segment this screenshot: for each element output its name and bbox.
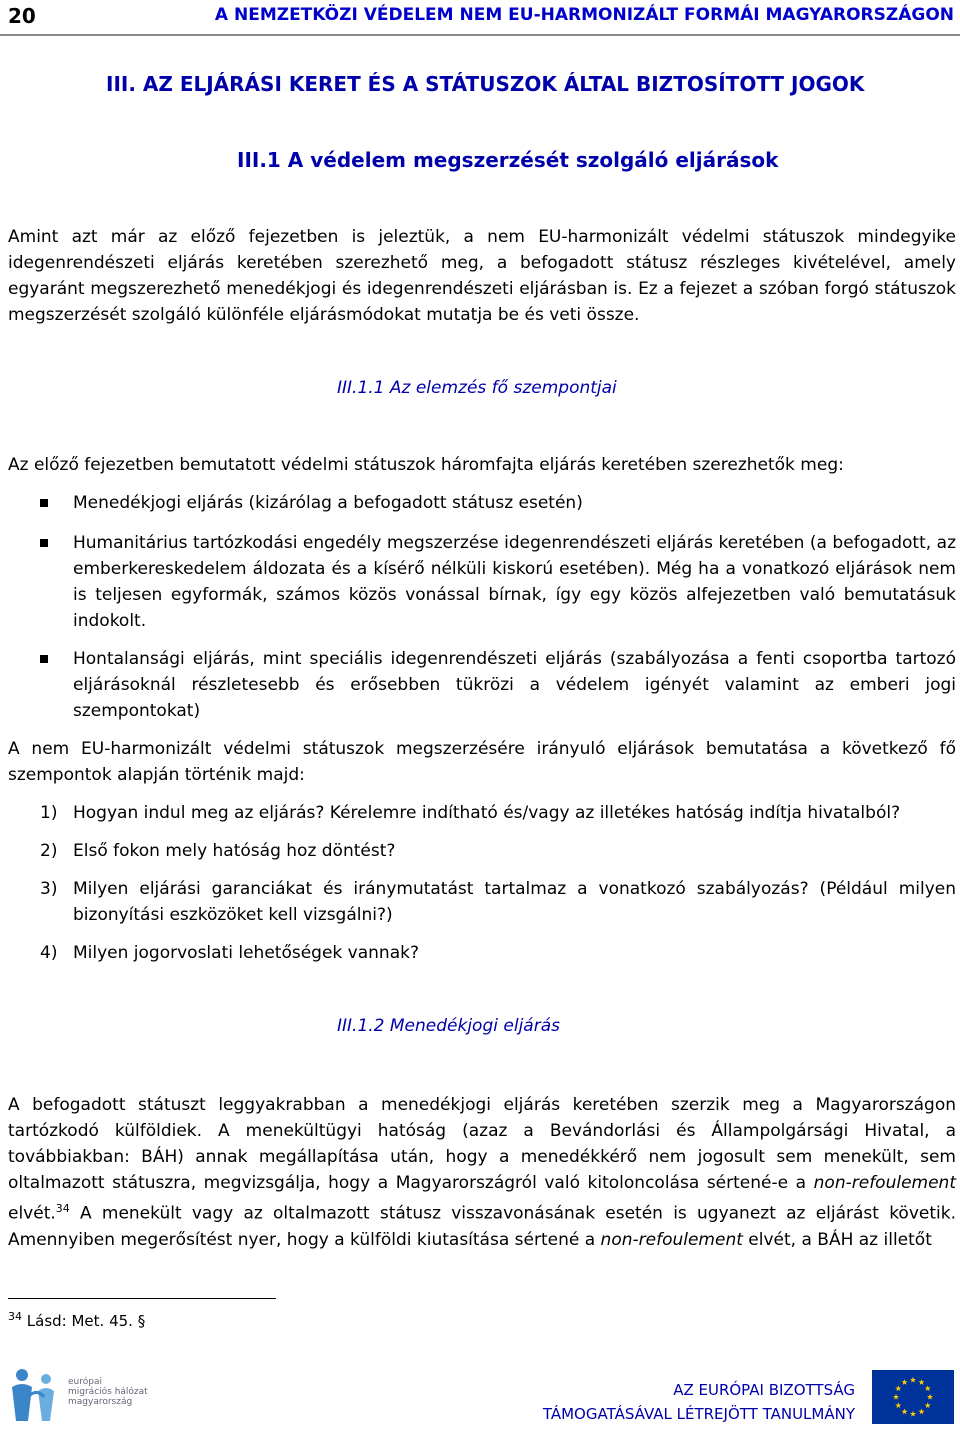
question-text: Hogyan indul meg az eljárás? Kérelemre indítható és/vagy az illetékes hatóság indítja hivatalból?: [73, 803, 901, 823]
eu-stars: [872, 1370, 954, 1424]
subsection-2-title: III.1.2 Menedékjogi eljárás: [337, 1016, 560, 1036]
footer-line-2: TÁMOGATÁSÁVAL LÉTREJÖTT TANULMÁNY: [542, 1405, 855, 1423]
italic-term: non-refoulement: [600, 1229, 743, 1250]
footnote-divider: [8, 1298, 276, 1299]
intro-paragraph: Amint azt már az előző fejezetben is jeleztük, a nem EU-harmonizált védelmi státuszok mindegyike idegenrendészeti eljárás keretében szerezhető meg, a befogadott státusz részleges kivételével, amely egyaránt megszerezhető menedékjogi és idegenrendészeti eljárásban is. Ez a fejezet a szóban forgó státuszok megszerzését szolgáló különféle eljárásmódokat mutatja be és veti össze.: [8, 227, 956, 325]
question-text: Milyen eljárási garanciákat és iránymutatást tartalmaz a vonatkozó szabályozás? (Például milyen bizonyítási eszközöket kell vizsgálni?): [73, 879, 956, 925]
footer-credit: [543, 1378, 855, 1426]
footnote: [8, 1310, 145, 1330]
eu-star-icon: [895, 1385, 901, 1391]
emn-people-icon: [8, 1365, 64, 1423]
footnote-number: 34: [8, 1310, 22, 1323]
eu-star-icon: [910, 1377, 916, 1383]
bullet-marker: [40, 530, 54, 556]
subsection-2-paragraph: [8, 1092, 956, 1253]
eu-star-icon: [918, 1409, 924, 1415]
eu-star-icon: [901, 1409, 907, 1415]
footnote-text: Lásd: Met. 45. §: [26, 1312, 146, 1330]
eu-flag-icon: [872, 1370, 954, 1424]
criteria-intro: A nem EU-harmonizált védelmi státuszok megszerzésére irányuló eljárások bemutatása a következő fő szempontok alapján történik majd:: [8, 739, 956, 785]
paragraph-text: elvét.: [8, 1203, 56, 1224]
section-title: III.1 A védelem megszerzését szolgáló eljárások: [237, 148, 779, 172]
bullet-item: Hontalansági eljárás, mint speciális idegenrendészeti eljárás (szabályozása a fenti csoportba tartozó eljárásoknál részletesebb és erősebben tükrözi a védelem igényét valamint az emberi jogi szempontokat): [73, 649, 956, 721]
paragraph-text: A befogadott státuszt leggyakrabban a menedékjogi eljárás keretében szerzik meg a Magyarországon tartózkodó külföldiek. A menekültügyi hatóság (azaz a Bevándorlási és Állampolgársági Hivatal, a továbbiakban: BÁH) annak megállapítása után, hogy a menedékkérő nem jogosult sem menekült, sem oltalmazott státuszra, megvizsgálja, hogy a Magyarországról való kitoloncolása sértené-e a: [8, 1095, 956, 1193]
logo-text-line: magyarország: [68, 1397, 133, 1407]
eu-star-icon: [918, 1379, 924, 1385]
eu-star-icon: [893, 1394, 899, 1400]
bullet-marker: [40, 646, 54, 672]
bullet-item: Humanitárius tartózkodási engedély megszerzése idegenrendészeti eljárás keretében (a befogadott, az emberkereskedelem áldozata és a kísérő nélküli kiskorú esetében). Még ha a vonatkozó eljárások nem is teljesen egyformák, számos közös vonással bírnak, így egy közös alfejezetben való bemutatásuk indokolt.: [73, 533, 956, 631]
eu-star-icon: [927, 1394, 933, 1400]
paragraph-text: A menekült vagy az oltalmazott státusz visszavonásának esetén is ugyanezt az eljárást követik. Amennyiben megerősítést nyer, hogy a külföldi kiutasítása sértené a: [8, 1203, 956, 1250]
bullet-item: Menedékjogi eljárás (kizárólag a befogadott státusz esetén): [73, 493, 583, 513]
eu-star-icon: [895, 1402, 901, 1408]
italic-term: non-refoulement: [813, 1173, 956, 1193]
footnote-reference[interactable]: 34: [55, 1202, 70, 1215]
page-number: 20: [8, 4, 36, 28]
question-number: 2): [40, 841, 58, 861]
eu-star-icon: [925, 1385, 931, 1391]
eu-star-icon: [901, 1379, 907, 1385]
logo-text-line: migrációs hálózat: [68, 1387, 148, 1397]
bullet-marker: [40, 490, 54, 516]
logo-text-line: európai: [68, 1377, 102, 1387]
running-title: A NEMZETKÖZI VÉDELEM NEM EU-HARMONIZÁLT FORMÁI MAGYARORSZÁGON: [214, 5, 954, 25]
subsection-1-title: III.1.1 Az elemzés fő szempontjai: [337, 378, 617, 398]
paragraph-text: elvét, a BÁH az illetőt: [742, 1229, 932, 1250]
question-number: 1): [40, 803, 58, 823]
subsection-1-lead: Az előző fejezetben bemutatott védelmi státuszok háromfajta eljárás keretében szerezhetők meg:: [8, 455, 844, 475]
chapter-title: III. AZ ELJÁRÁSI KERET ÉS A STÁTUSZOK ÁLTAL BIZTOSÍTOTT JOGOK: [106, 72, 865, 96]
header-divider: [0, 34, 960, 36]
eu-star-icon: [925, 1402, 931, 1408]
question-text: Milyen jogorvoslati lehetőségek vannak?: [73, 943, 419, 963]
question-number: 3): [40, 879, 58, 899]
emn-logo: [8, 1365, 148, 1425]
eu-star-icon: [910, 1411, 916, 1417]
page-header: [8, 4, 954, 30]
question-text: Első fokon mely hatóság hoz döntést?: [73, 841, 396, 861]
footer-line-1: AZ EURÓPAI BIZOTTSÁG: [673, 1381, 855, 1399]
question-number: 4): [40, 943, 58, 963]
